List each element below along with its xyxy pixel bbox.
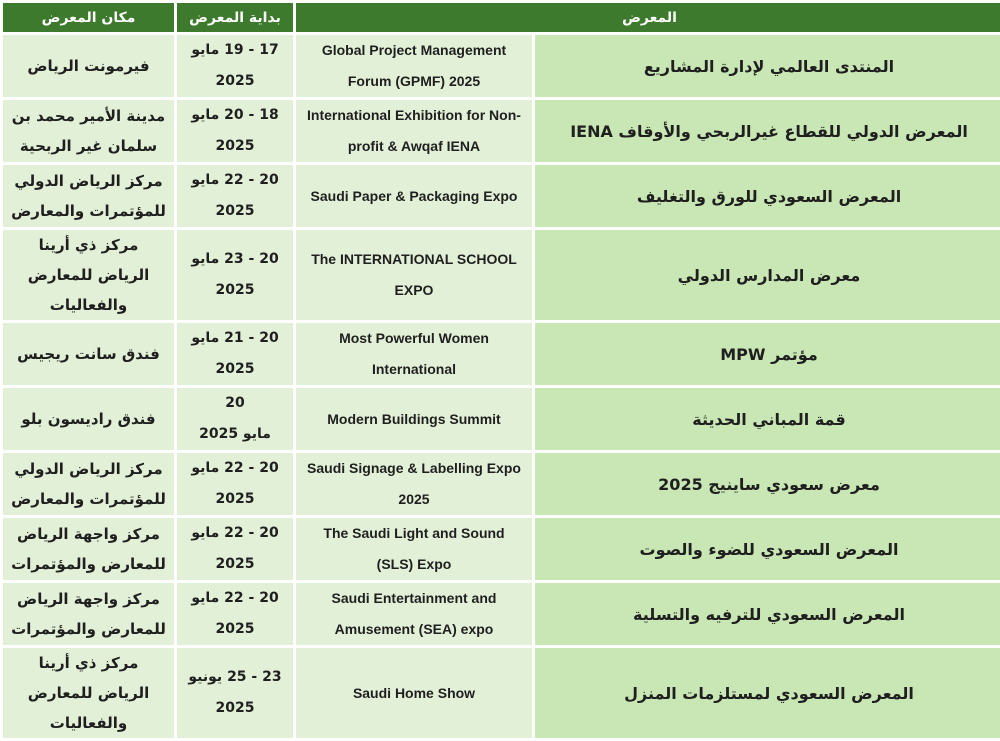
start-date-days: 20 - 23 مايو [191, 251, 279, 267]
start-date-year: مايو 2025 [199, 426, 271, 442]
exhibition-name-english: Saudi Signage & Labelling Expo 2025 [296, 453, 532, 515]
header-start-date: بداية المعرض [177, 3, 293, 32]
venue-cell: مركز ذي أرينا الرياض للمعارض والفعاليات [3, 230, 174, 320]
start-date-days: 18 - 20 مايو [191, 107, 279, 123]
table-row [3, 453, 1000, 515]
venue-cell: مركز واجهة الرياض للمعارض والمؤتمرات [3, 518, 174, 580]
start-date-year: 2025 [215, 282, 255, 298]
start-date-cell [177, 583, 293, 645]
header-row [3, 3, 1000, 32]
start-date-year: 2025 [215, 138, 255, 154]
start-date-year: 2025 [215, 203, 255, 219]
table-row [3, 388, 1000, 450]
exhibition-name-arabic: المعرض السعودي لمستلزمات المنزل [535, 648, 1000, 738]
header-exhibition: المعرض [296, 3, 1000, 32]
exhibition-name-arabic: المعرض السعودي للضوء والصوت [535, 518, 1000, 580]
table-row [3, 35, 1000, 97]
start-date-cell [177, 100, 293, 162]
venue-cell: مركز ذي أرينا الرياض للمعارض والفعاليات [3, 648, 174, 738]
start-date-cell [177, 453, 293, 515]
start-date-cell [177, 165, 293, 227]
exhibition-name-arabic: معرض سعودي ساينيج 2025 [535, 453, 1000, 515]
venue-cell: مركز واجهة الرياض للمعارض والمؤتمرات [3, 583, 174, 645]
exhibition-name-arabic: مؤتمر MPW [535, 323, 1000, 385]
start-date-days: 20 - 22 مايو [191, 590, 279, 606]
exhibition-name-arabic: المعرض السعودي للترفيه والتسلية [535, 583, 1000, 645]
start-date-year: 2025 [215, 491, 255, 507]
exhibition-name-english: International Exhibition for Non-profit & Awqaf IENA [296, 100, 532, 162]
start-date-days: 20 - 22 مايو [191, 172, 279, 188]
exhibition-name-english: Modern Buildings Summit [296, 388, 532, 450]
table-body [3, 35, 1000, 738]
start-date-year: 2025 [215, 73, 255, 89]
start-date-year: 2025 [215, 361, 255, 377]
exhibition-name-arabic: المعرض السعودي للورق والتغليف [535, 165, 1000, 227]
exhibition-name-english: Saudi Paper & Packaging Expo [296, 165, 532, 227]
exhibition-name-arabic: المنتدى العالمي لإدارة المشاريع [535, 35, 1000, 97]
start-date-days: 17 - 19 مايو [191, 42, 279, 58]
start-date-cell [177, 388, 293, 450]
table-row [3, 323, 1000, 385]
start-date-year: 2025 [215, 700, 255, 716]
venue-cell: مركز الرياض الدولي للمؤتمرات والمعارض [3, 165, 174, 227]
venue-cell: مركز الرياض الدولي للمؤتمرات والمعارض [3, 453, 174, 515]
venue-cell: فندق سانت ريجيس [3, 323, 174, 385]
exhibition-name-english: Most Powerful Women International [296, 323, 532, 385]
exhibition-name-english: Saudi Home Show [296, 648, 532, 738]
start-date-cell [177, 323, 293, 385]
table-header [3, 3, 1000, 32]
venue-cell: فندق راديسون بلو [3, 388, 174, 450]
start-date-days: 20 [225, 395, 245, 411]
start-date-year: 2025 [215, 556, 255, 572]
header-venue: مكان المعرض [3, 3, 174, 32]
exhibition-name-english: Saudi Entertainment and Amusement (SEA) expo [296, 583, 532, 645]
exhibition-name-english: Global Project Management Forum (GPMF) 2025 [296, 35, 532, 97]
table-row [3, 100, 1000, 162]
start-date-days: 20 - 22 مايو [191, 525, 279, 541]
table-row [3, 165, 1000, 227]
table-row [3, 648, 1000, 738]
start-date-year: 2025 [215, 621, 255, 637]
start-date-days: 23 - 25 يونيو [188, 669, 282, 685]
exhibition-name-arabic: المعرض الدولي للقطاع غيرالربحي والأوقاف IENA [535, 100, 1000, 162]
table-row [3, 583, 1000, 645]
table-row [3, 230, 1000, 320]
exhibition-name-arabic: معرض المدارس الدولي [535, 230, 1000, 320]
venue-cell: مدينة الأمير محمد بن سلمان غير الربحية [3, 100, 174, 162]
exhibition-name-english: The Saudi Light and Sound (SLS) Expo [296, 518, 532, 580]
start-date-days: 20 - 22 مايو [191, 460, 279, 476]
exhibition-name-arabic: قمة المباني الحديثة [535, 388, 1000, 450]
exhibition-name-english: The INTERNATIONAL SCHOOL EXPO [296, 230, 532, 320]
venue-cell: فيرمونت الرياض [3, 35, 174, 97]
table-row [3, 518, 1000, 580]
start-date-cell [177, 230, 293, 320]
start-date-cell [177, 35, 293, 97]
start-date-days: 20 - 21 مايو [191, 330, 279, 346]
start-date-cell [177, 648, 293, 738]
start-date-cell [177, 518, 293, 580]
